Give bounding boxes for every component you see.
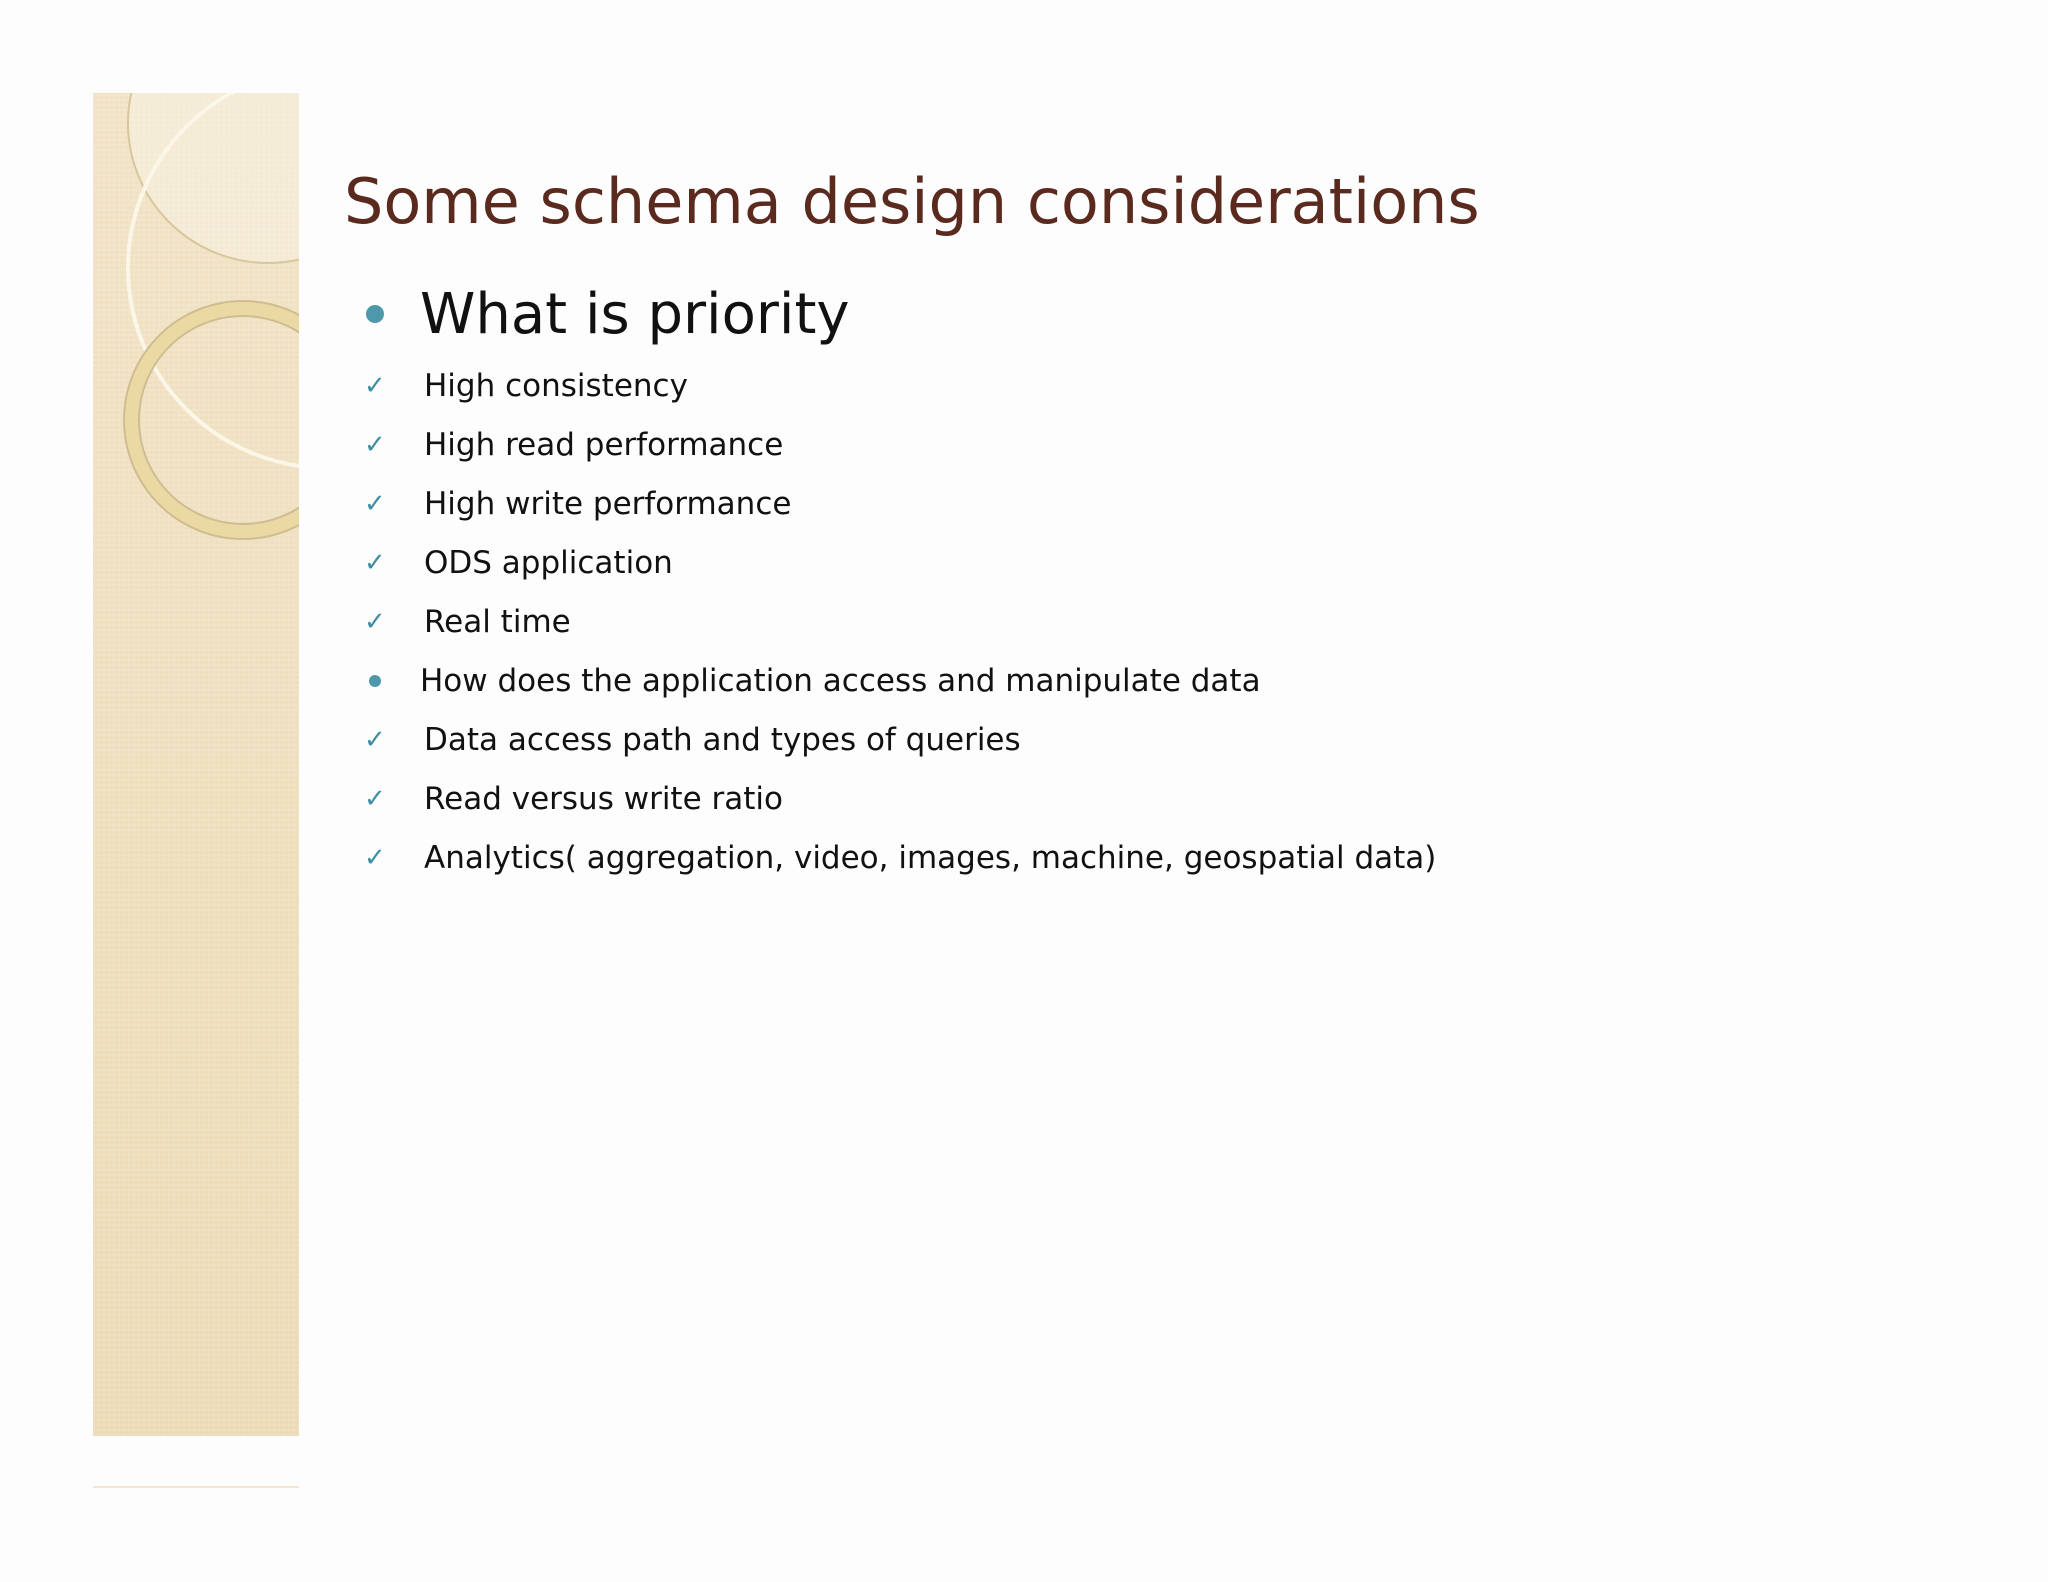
bullet-item	[360, 770, 783, 828]
bullet-text: High write performance	[424, 486, 792, 522]
check-mark-icon: ✓	[364, 548, 386, 578]
bullet-text: How does the application access and manipulate data	[420, 663, 1261, 699]
bullet-item	[360, 534, 673, 592]
check-mark-icon: ✓	[364, 371, 386, 401]
bullet-text: High read performance	[424, 427, 784, 463]
bullet-item	[360, 475, 791, 533]
bullet-item	[360, 357, 688, 415]
check-mark-icon: ✓	[364, 430, 386, 460]
bullet-text: Real time	[424, 604, 571, 640]
bullet-text: High consistency	[424, 368, 688, 404]
check-mark-icon: ✓	[364, 607, 386, 637]
dot-bullet-icon	[360, 675, 420, 687]
bullet-text: What is priority	[420, 281, 850, 347]
bullet-text: Data access path and types of queries	[424, 722, 1021, 758]
bullet-text: Analytics( aggregation, video, images, machine, geospatial data)	[424, 840, 1437, 876]
dot-bullet-icon	[360, 305, 420, 323]
check-mark-icon: ✓	[364, 725, 386, 755]
bullet-item	[360, 829, 1436, 887]
bullet-item	[360, 281, 850, 347]
bullet-text: ODS application	[424, 545, 673, 581]
bullet-item	[360, 593, 571, 651]
bullet-item	[360, 711, 1021, 769]
check-mark-icon: ✓	[364, 784, 386, 814]
bullet-text: Read versus write ratio	[424, 781, 783, 817]
slide-title: Some schema design considerations	[344, 165, 1480, 238]
decorative-rings-icon	[93, 93, 299, 1436]
bullet-item	[360, 652, 1261, 710]
decorative-side-band	[93, 93, 299, 1436]
check-mark-icon: ✓	[364, 843, 386, 873]
footer-rule	[93, 1486, 299, 1488]
bullet-item	[360, 416, 783, 474]
check-mark-icon: ✓	[364, 489, 386, 519]
